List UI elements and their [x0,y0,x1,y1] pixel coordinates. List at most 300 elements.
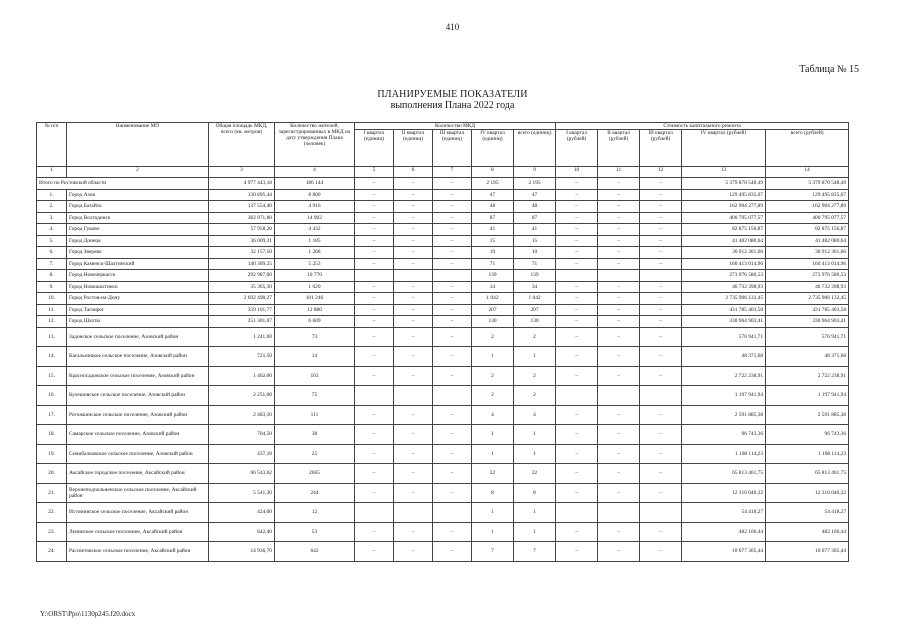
table-cell: 1 020 [275,281,355,293]
table-cell: 1 268 [275,247,355,259]
table-cell: – [556,347,598,367]
table-row [37,189,849,201]
table-cell: – [598,201,640,213]
table-cell: – [433,224,472,236]
table-cell: 359 101,77 [209,304,275,316]
total-cell: 5 379 870 548,49 [682,178,766,190]
table-row [37,542,849,562]
table-cell: 129 495 835,07 [766,189,849,201]
table-cell: – [640,212,682,224]
table-cell [355,270,394,282]
table-cell: 576 941,71 [766,327,849,347]
table-cell: 1 [472,522,514,542]
table-row [37,281,849,293]
table-row [37,483,849,503]
table-cell: 2 735 906 132,45 [682,293,766,305]
table-cell: 1 [514,347,556,367]
header-total-cost: всего (рублей) [766,130,849,167]
table-cell: – [433,316,472,328]
table-cell: 96 743,36 [766,425,849,445]
table-cell: – [394,247,433,259]
table-cell: – [640,347,682,367]
table-cell: – [433,201,472,213]
table-cell: – [556,189,598,201]
table-cell: 1 [514,503,556,523]
table-cell: 10 [514,247,556,259]
table-cell: – [598,189,640,201]
table-cell: – [433,425,472,445]
table-cell: – [355,327,394,347]
table-cell: – [556,212,598,224]
table-cell: 14 [275,347,355,367]
table-cell: – [433,247,472,259]
table-cell [433,270,472,282]
column-number: 7 [433,167,472,178]
table-cell: – [355,258,394,270]
table-cell: – [640,224,682,236]
row-number: 18. [37,425,67,445]
header-q2-count: II квартал (единиц) [394,130,433,167]
table-cell: 71 [514,258,556,270]
table-cell: 30 912 301,66 [682,247,766,259]
table-cell: – [394,522,433,542]
table-cell: 2 [472,327,514,347]
table-cell: – [394,201,433,213]
table-cell: 12 310 040,32 [682,483,766,503]
header-num: № п/п [37,123,67,167]
table-cell: – [433,347,472,367]
table-cell: – [640,235,682,247]
table-cell: 47 [472,189,514,201]
table-cell: 12 310 040,32 [766,483,849,503]
table-cell: 1 [514,522,556,542]
table-cell [640,386,682,406]
table-cell [598,503,640,523]
document-title: ПЛАНИРУЕМЫЕ ПОКАЗАТЕЛИ [377,89,528,100]
table-cell: 2 722 238,91 [766,366,849,386]
table-cell: 71 [472,258,514,270]
total-row [37,178,849,190]
table-cell: – [433,483,472,503]
table-cell: – [640,542,682,562]
table-cell: 2665 [275,464,355,484]
table-cell: – [640,293,682,305]
table-cell [394,386,433,406]
table-row [37,464,849,484]
table-cell: 10 077 305,44 [682,542,766,562]
table-cell: 2 735 906 132,45 [766,293,849,305]
table-cell: – [598,425,640,445]
total-cell: 5 379 870 548,49 [766,178,849,190]
column-number: 2 [67,167,209,178]
table-cell: 101 246 [275,293,355,305]
table-cell: 273 976 580,53 [682,270,766,282]
table-row [37,247,849,259]
table-cell: 2 591 885,38 [682,405,766,425]
municipality-name: Рассветовское сельское поселение, Аксайский район [67,542,209,562]
table-cell: – [640,425,682,445]
table-cell: 1 042 [514,293,556,305]
table-cell: – [598,281,640,293]
table-cell: – [556,542,598,562]
table-cell: – [433,542,472,562]
table-cell: – [355,293,394,305]
table-cell: – [598,258,640,270]
table-cell: 1 462,00 [209,366,275,386]
header-q1-count: I квартал (единиц) [355,130,394,167]
table-cell: 41 [514,224,556,236]
table-cell: 2 251,00 [209,386,275,406]
table-cell: – [433,304,472,316]
table-cell: 1 108 114,23 [682,444,766,464]
table-cell: 8 [514,483,556,503]
table-cell: 162 904 277,89 [766,201,849,213]
row-number: 20. [37,464,67,484]
table-cell: 129 495 835,07 [682,189,766,201]
municipality-name: Верхнеподпольненское сельское поселение, Аксайский район [67,483,209,503]
table-cell: 46 732 398,93 [766,281,849,293]
table-cell: 73 [275,327,355,347]
column-number: 8 [472,167,514,178]
table-cell: – [556,522,598,542]
table-cell: – [556,464,598,484]
row-number: 2. [37,201,67,213]
table-cell: 22 [472,464,514,484]
row-number: 15. [37,366,67,386]
municipality-name: Город Каменск-Шахтинский [67,258,209,270]
row-number: 21. [37,483,67,503]
table-cell: 15 [514,235,556,247]
table-cell: 1 108 114,23 [766,444,849,464]
row-number: 12. [37,316,67,328]
municipality-name: Город Гуково [67,224,209,236]
table-cell: 642,40 [209,522,275,542]
table-cell: – [598,464,640,484]
table-cell: 34 [514,281,556,293]
table-cell: – [355,316,394,328]
table-cell: – [433,235,472,247]
table-cell: 2 [514,327,556,347]
table-cell: – [556,201,598,213]
table-cell: 53 [275,522,355,542]
table-cell: – [355,347,394,367]
table-cell: – [394,189,433,201]
table-cell: 82 875 156,87 [766,224,849,236]
table-cell: – [640,483,682,503]
table-cell: 160 413 014,96 [682,258,766,270]
table-cell: 273 976 580,53 [766,270,849,282]
table-cell: 48 [514,201,556,213]
row-number: 22. [37,503,67,523]
municipality-name: Город Ростов-на-Дону [67,293,209,305]
table-cell: 87 [514,212,556,224]
table-cell: 30 912 301,66 [766,247,849,259]
column-number: 12 [640,167,682,178]
table-cell: – [355,224,394,236]
total-label: Итого по Ростовской области [37,178,209,190]
table-cell: – [640,258,682,270]
table-cell: 251 301,07 [209,316,275,328]
table-cell: 1 [472,503,514,523]
table-cell: 14 902 [275,212,355,224]
header-q4-count: IV квартал (единиц) [472,130,514,167]
table-cell: – [355,483,394,503]
table-row [37,224,849,236]
table-cell: 35 365,30 [209,281,275,293]
table-cell: – [640,366,682,386]
table-cell: 57 958,20 [209,224,275,236]
table-cell: 2 692 498,27 [209,293,275,305]
table-cell [355,386,394,406]
table-cell: 10 077 305,44 [766,542,849,562]
table-cell [433,503,472,523]
table-cell: 15 [472,235,514,247]
table-cell: 2 722 238,91 [682,366,766,386]
row-number: 11. [37,304,67,316]
table-cell: 330 964 903,41 [682,316,766,328]
table-cell: – [598,366,640,386]
municipality-name: Город Новочеркасск [67,270,209,282]
table-cell: – [640,464,682,484]
table-cell: 704,50 [209,425,275,445]
header-q4-cost: IV квартал (рублей) [682,130,766,167]
total-cell: – [394,178,433,190]
table-cell: 87 [472,212,514,224]
table-cell: 32 157,50 [209,247,275,259]
table-cell: – [394,347,433,367]
table-cell: – [433,281,472,293]
table-cell: 431 785 403,58 [766,304,849,316]
municipality-name: Самарское сельское поселение, Азовский район [67,425,209,445]
municipality-name: Ленинское сельское поселение, Аксайский район [67,522,209,542]
table-cell: – [556,293,598,305]
table-row [37,316,849,328]
total-cell: – [640,178,682,190]
page-number: 410 [445,22,460,32]
table-row [37,270,849,282]
total-cell: 186 144 [275,178,355,190]
table-cell: 48 [472,201,514,213]
table-cell: 2 [472,366,514,386]
municipality-name: Город Батайск [67,201,209,213]
table-cell: – [394,327,433,347]
table-cell: – [355,522,394,542]
row-number: 1. [37,189,67,201]
table-cell [640,503,682,523]
row-number: 13. [37,327,67,347]
table-cell: 2 591 885,38 [766,405,849,425]
table-cell: – [394,293,433,305]
column-number: 14 [766,167,849,178]
table-cell: 140 309,25 [209,258,275,270]
municipality-name: Аксайское городское поселение, Аксайский район [67,464,209,484]
table-cell: 482 166,44 [682,522,766,542]
table-cell: – [640,327,682,347]
table-cell: 4 916 [275,201,355,213]
table-row [37,347,849,367]
total-cell: – [355,178,394,190]
table-cell: 431 785 403,58 [682,304,766,316]
municipality-name: Истоминское сельское поселение, Аксайский район [67,503,209,523]
table-cell: – [598,293,640,305]
header-group-count: Количество МКД [355,123,556,130]
column-number: 11 [598,167,640,178]
row-number: 6. [37,247,67,259]
table-cell: – [394,224,433,236]
header-residents: Количество жителей, зарегистрированных в МКД на дату утверждения Плана (человек) [275,123,355,167]
table-row [37,212,849,224]
table-cell: – [598,304,640,316]
table-cell: – [640,281,682,293]
table-cell: – [556,247,598,259]
table-cell: 96 743,36 [682,425,766,445]
table-cell: 7 [514,542,556,562]
table-cell: 330 964 903,41 [766,316,849,328]
municipality-name: Задонское сельское поселение, Азовский район [67,327,209,347]
table-cell: 424,00 [209,503,275,523]
table-cell: 22 [514,464,556,484]
municipality-name: Город Донецк [67,235,209,247]
table-cell: – [598,327,640,347]
row-number: 24. [37,542,67,562]
table-cell: – [640,189,682,201]
table-cell: 382 071,80 [209,212,275,224]
table-cell: – [556,366,598,386]
total-cell: – [433,178,472,190]
municipality-name: Город Волгодонск [67,212,209,224]
table-cell: – [394,258,433,270]
table-cell: 400 795 077,57 [682,212,766,224]
table-cell: – [394,405,433,425]
table-cell: 137 554,40 [209,201,275,213]
table-cell: – [640,247,682,259]
table-cell: 10 [472,247,514,259]
table-row [37,304,849,316]
table-cell: – [598,235,640,247]
table-cell: – [556,425,598,445]
header-q3-count: III квартал (единиц) [433,130,472,167]
table-cell: 2 [472,386,514,406]
header-name: Наименование МО [67,123,209,167]
table-cell: – [640,522,682,542]
row-number: 3. [37,212,67,224]
table-row [37,444,849,464]
table-cell [598,270,640,282]
municipality-name: Рогожкинское сельское поселение, Азовский район [67,405,209,425]
header-group-cost: Стоимость капитального ремонта [556,123,849,130]
row-number: 7. [37,258,67,270]
table-cell: 160 413 014,96 [766,258,849,270]
table-cell [394,503,433,523]
table-row [37,293,849,305]
table-cell: – [355,212,394,224]
municipality-name: Город Таганрог [67,304,209,316]
table-cell [355,503,394,523]
table-cell: 437,10 [209,444,275,464]
table-cell: – [598,483,640,503]
document-subtitle: выполнения Плана 2022 года [390,100,515,111]
table-cell: – [394,444,433,464]
table-cell: 54 418,27 [766,503,849,523]
row-number: 23. [37,522,67,542]
table-row [37,366,849,386]
table-cell: 75 [275,386,355,406]
table-cell: 38 [275,425,355,445]
table-cell: – [598,444,640,464]
table-cell: 7 [472,542,514,562]
table-cell: – [598,224,640,236]
table-cell: 2 483,30 [209,405,275,425]
table-cell: 139 [472,270,514,282]
table-cell: 4 [514,405,556,425]
table-cell: – [355,281,394,293]
municipality-name: Город Азов [67,189,209,201]
total-cell: 2 195 [514,178,556,190]
table-cell: – [433,464,472,484]
table-cell: 1 197 941,94 [766,386,849,406]
table-cell: 1 197 941,94 [682,386,766,406]
column-number: 5 [355,167,394,178]
table-cell: – [598,316,640,328]
table-cell [433,386,472,406]
table-row [37,425,849,445]
table-cell: – [598,542,640,562]
table-cell: – [556,327,598,347]
table-cell: 5 253 [275,258,355,270]
table-row [37,327,849,347]
table-cell: 65 813 461,75 [682,464,766,484]
municipality-name: Город Зверево [67,247,209,259]
table-cell: 1 [514,425,556,445]
table-cell: – [355,464,394,484]
table-cell: – [355,405,394,425]
table-cell: – [433,327,472,347]
table-cell: 207 [472,304,514,316]
table-cell: – [598,405,640,425]
municipality-name: Красносадовское сельское поселение, Азовский район [67,366,209,386]
table-cell: 12 [275,503,355,523]
column-number: 6 [394,167,433,178]
table-cell: 34 [472,281,514,293]
table-cell [556,386,598,406]
table-cell: – [394,281,433,293]
table-cell: – [355,444,394,464]
table-cell: – [394,464,433,484]
table-cell: – [598,347,640,367]
column-number: 4 [275,167,355,178]
table-row [37,235,849,247]
table-cell: – [355,189,394,201]
table-cell: – [355,201,394,213]
table-cell: – [433,189,472,201]
table-cell: 54 418,27 [682,503,766,523]
table-cell: 576 941,71 [682,327,766,347]
table-cell: – [640,201,682,213]
table-cell: 244 [275,483,355,503]
table-cell: 36 009,31 [209,235,275,247]
row-number: 14. [37,347,67,367]
table-cell: 48 371,68 [766,347,849,367]
table-cell: – [433,293,472,305]
table-cell: – [640,304,682,316]
table-cell: – [433,444,472,464]
total-cell: – [556,178,598,190]
table-cell: – [598,212,640,224]
table-cell: 4 [472,405,514,425]
table-cell: – [394,483,433,503]
table-cell: – [355,542,394,562]
total-cell: 4 977 443,18 [209,178,275,190]
